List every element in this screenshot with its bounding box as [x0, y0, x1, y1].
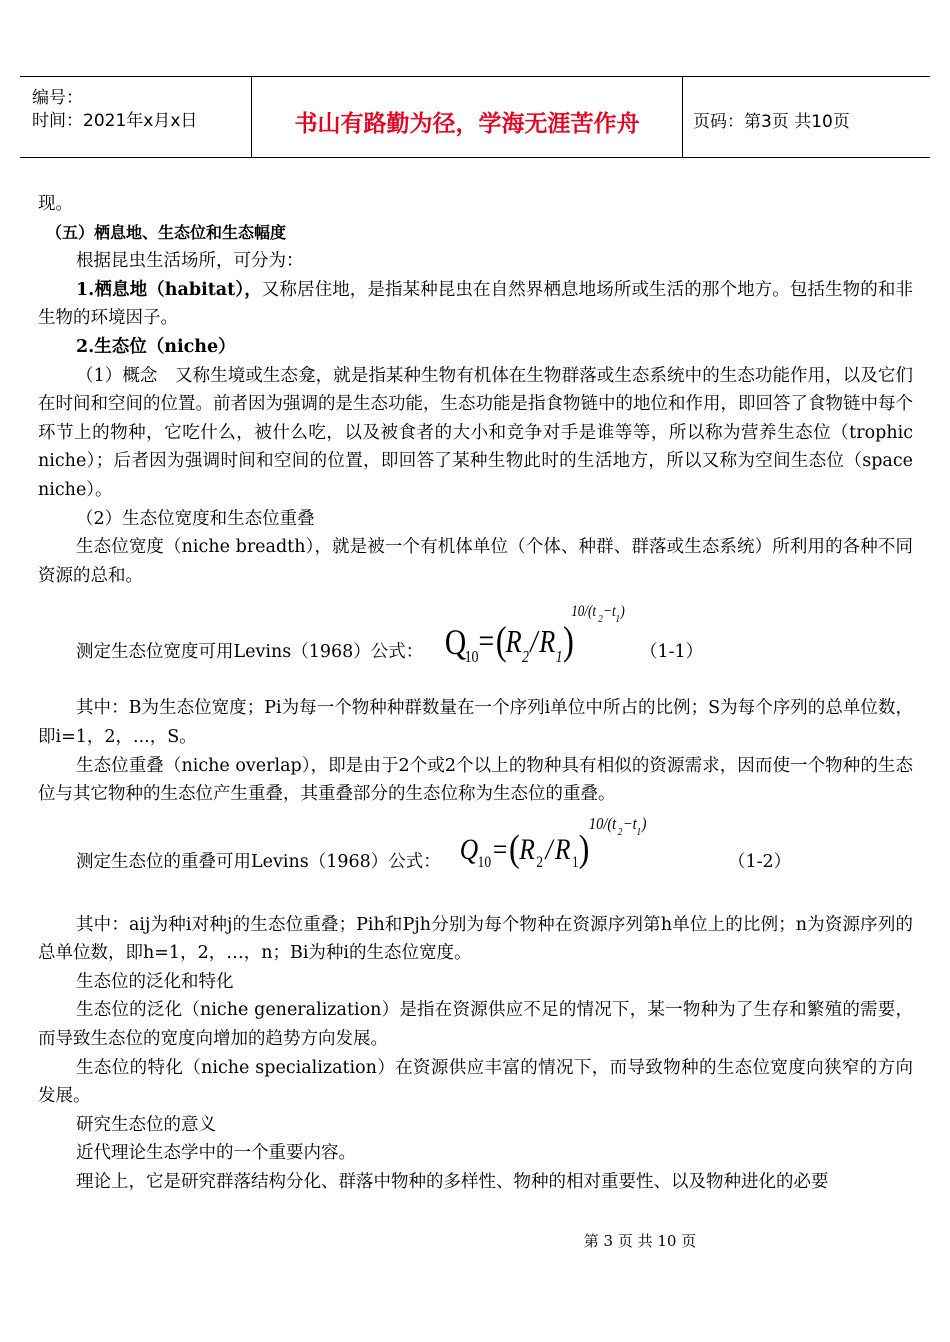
document-header	[20, 76, 930, 158]
formula-exp-minus: −t	[603, 603, 616, 621]
footer-page-number: 第 3 页 共 10 页	[583, 1232, 697, 1250]
formula-exp-close: )	[641, 814, 647, 833]
formula-label: 测定生态位的重叠可用Levins（1968）公式：	[76, 852, 441, 873]
formula-q-sub: 10	[477, 853, 492, 871]
formula-exp: 10/(t	[571, 603, 596, 621]
formula-paren-open: (	[509, 827, 520, 870]
paragraph: 根据昆虫生活场所，可分为：	[76, 251, 304, 272]
formula-slash: /	[545, 832, 553, 867]
habitat-definition: 又称居住地，是指某种昆虫在自然界栖息地场所或生活的那个地方。包括生物的和非生物的环境因子。	[38, 279, 913, 329]
formula-exp: 10/(t	[588, 814, 617, 833]
header-motto: 书山有路勤为径，学海无涯苦作舟	[294, 111, 640, 137]
equation-number: （1-1）	[640, 641, 704, 662]
paragraph-overlap-vars: 其中：aij为种i对种j的生态位重叠；Pih和Pjh分别为每个物种在资源序列第h单位上的比例；n为资源序列的总单位数，即h=1，2，…，n；Bi为种i的生态位宽度。	[38, 914, 913, 964]
formula-slash: /	[530, 624, 538, 660]
formula-exp-t2-sub: 2	[598, 613, 603, 626]
document-number-label: 编号：	[32, 88, 83, 108]
header-right-cell	[683, 77, 930, 157]
formula-r1: R	[554, 832, 571, 867]
paragraph-specialization: 生态位的特化（niche specialization）在资源供应丰富的情况下，而导致物种的生态位宽度向狭窄的方向发展。	[38, 1057, 913, 1107]
formula-image	[458, 809, 658, 875]
term-habitat: 1.栖息地（habitat），	[76, 279, 262, 300]
document-body	[38, 190, 913, 1197]
paragraph: 理论上，它是研究群落结构分化、群落中物种的多样性、物种的相对重要性、以及物种进化的必要	[76, 1172, 829, 1193]
formula-paren-close: )	[563, 618, 574, 664]
formula-exp-t1-sub: 1	[615, 613, 620, 626]
paragraph-breadth-vars: 其中：B为生态位宽度；Pi为每一个物种种群数量在一个序列i单位中所占的比例；S为每个序列的总单位数，即i=1，2，...，S。	[38, 698, 913, 747]
paragraph-niche-overlap: 生态位重叠（niche overlap），即是由于2个或2个以上的物种具有相似的资源需求，因而使一个物种的生态位与其它物种的生态位产生重叠，其重叠部分的生态位称为生态位的重叠。	[38, 755, 913, 805]
formula-image	[440, 590, 625, 670]
header-page-info: 页码：第3页 共10页	[693, 112, 850, 132]
paragraph-habitat	[38, 276, 913, 333]
formula-row-2	[38, 809, 913, 881]
paragraph-niche-breadth: 生态位宽度（niche breadth），就是被一个有机体单位（个体、种群、群落或生态系统）所利用的各种不同资源的总和。	[38, 537, 914, 586]
formula-exp-t1-sub: 1	[636, 826, 642, 838]
subheading: 生态位的泛化和特化	[76, 971, 234, 992]
header-left-cell	[20, 77, 252, 157]
formula-eq: =	[492, 832, 508, 867]
formula-r1: R	[539, 624, 556, 660]
page-footer	[0, 1230, 950, 1251]
formula-label: 测定生态位宽度可用Levins（1968）公式：	[76, 641, 424, 662]
formula-eq: =	[478, 621, 495, 660]
paragraph: 近代理论生态学中的一个重要内容。	[76, 1143, 356, 1164]
formula-paren-close: )	[578, 827, 590, 870]
formula-r2-sub: 2	[522, 648, 529, 667]
formula-r1-sub: 1	[555, 648, 563, 667]
formula-r2: R	[519, 832, 535, 867]
formula-exp-close: )	[620, 603, 625, 621]
subheading: 研究生态位的意义	[76, 1114, 216, 1135]
formula-paren-open: (	[495, 618, 507, 664]
section-title: （五）栖息地、生态位和生态幅度	[46, 222, 287, 242]
formula-exp-t2-sub: 2	[617, 826, 623, 838]
paragraph-niche-concept: （1）概念 又称生境或生态龛，就是指某种生物有机体在生物群落或生态系统中的生态功能作用，以及它们在时间和空间的位置。前者因为强调的是生态功能，生态功能是指食物链中的地位和作用，即回答了食物链中每个环节上的物种，它吃什么，被什么吃，以及被食者的大小和竞争对手是谁等等，所以称为营养生态位（trophic niche）；后者因为强调时间和空间的位置，即回答了某种生物此时的生活地方，所以又称为空间生态位（space niche）。	[38, 365, 913, 500]
formula-q: Q	[459, 832, 479, 867]
formula-r2: R	[505, 624, 522, 660]
formula-q-sub: 10	[464, 648, 479, 667]
paragraph: 现。	[38, 194, 73, 214]
formula-q: Q	[444, 623, 467, 664]
formula-r2-sub: 2	[536, 853, 543, 871]
equation-number: （1-2）	[728, 852, 792, 873]
header-center-cell	[252, 77, 683, 157]
formula-row-1	[38, 590, 913, 676]
heading-niche: 2.生态位（niche）	[76, 336, 236, 357]
paragraph-generalization: 生态位的泛化（niche generalization）是指在资源供应不足的情况下，某一物种为了生存和繁殖的需要，而导致生态位的宽度向增加的趋势方向发展。	[38, 1000, 913, 1050]
subheading: （2）生态位宽度和生态位重叠	[76, 508, 315, 529]
formula-exp-minus: −t	[622, 814, 637, 833]
document-time-label: 时间：2021年x月x日	[32, 111, 198, 131]
formula-r1-sub: 1	[571, 853, 579, 871]
